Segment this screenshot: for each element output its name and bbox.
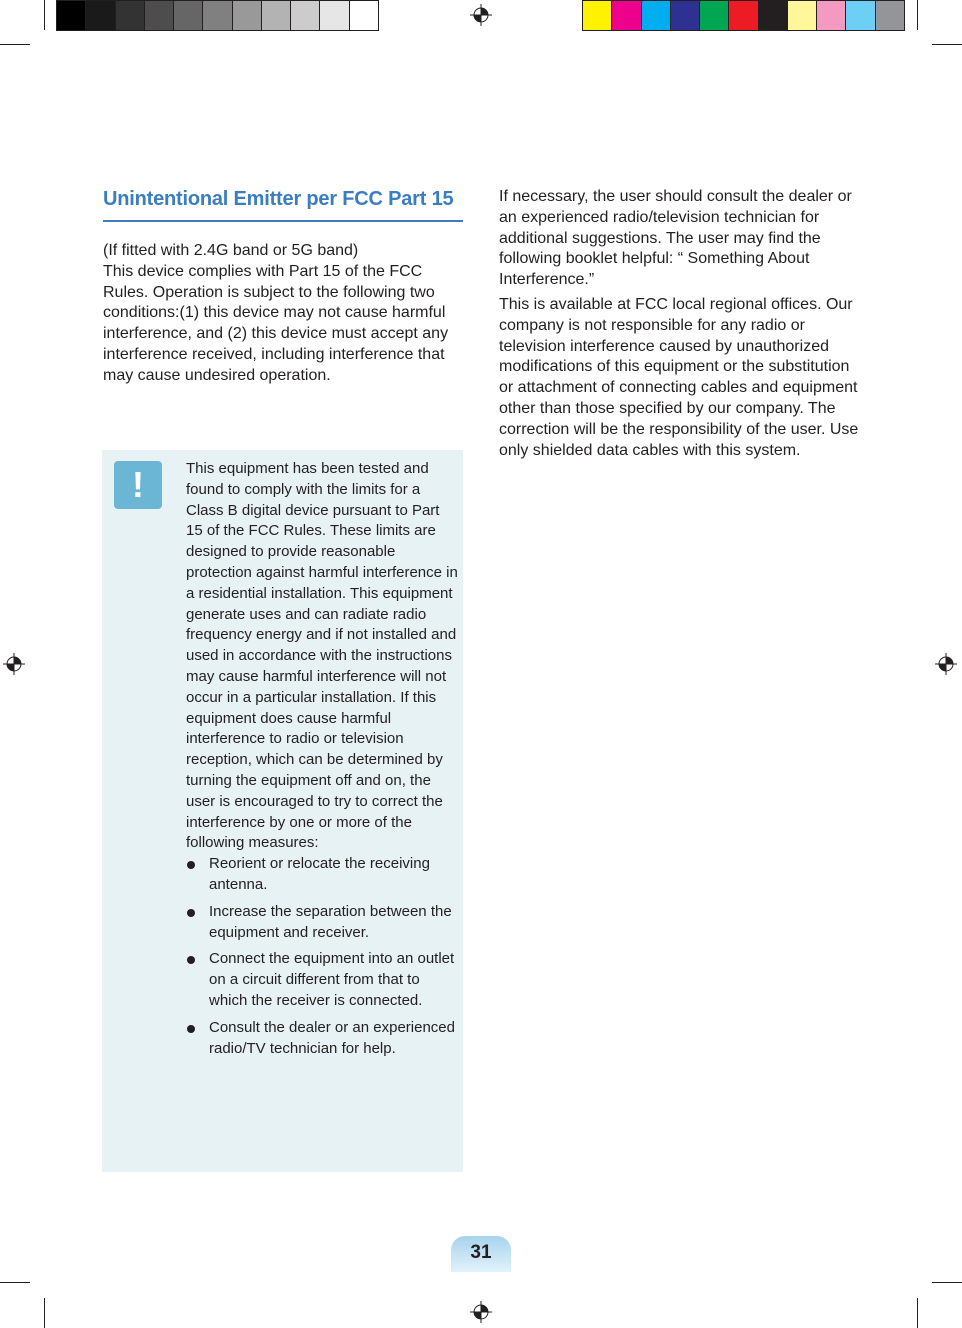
- color-swatch: [350, 1, 378, 30]
- measure-text: Increase the separation between the equipment and receiver.: [209, 902, 452, 941]
- color-swatch: [86, 1, 115, 30]
- color-swatch: [788, 1, 817, 30]
- color-swatch: [291, 1, 320, 30]
- note-paragraph: This equipment has been tested and found to comply with the limits for a Class B digital device pursuant to Part 15 of the FCC Rules. These limits are designed to provide reasonable protection against harmful interference in a residential installation. This equipment generate uses and can radiate radio frequency energy and if not installed and used in accordance with the instructions may cause harmful interference will not occur in a particular installation. If this equipment does cause harmful interference to radio or television reception, which can be determined by turning the equipment off and on, the user is encouraged to try to correct the interference by one or more of the following measures:: [186, 460, 458, 852]
- compliance-paragraph: This device complies with Part 15 of the FCC Rules. Operation is subject to the following two conditions:(1) this device may not cause harmful interference, and (2) this device must accept any interference received, including interference that may cause undesired operation.: [103, 262, 449, 384]
- measure-text: Reorient or relocate the receiving antenna.: [209, 855, 430, 893]
- list-item: [186, 902, 458, 944]
- color-swatch: [671, 1, 700, 30]
- exclamation-icon: !: [114, 461, 162, 509]
- color-calibration-bar: [582, 0, 905, 31]
- color-swatch: [612, 1, 641, 30]
- bullet-icon: [187, 1025, 195, 1033]
- color-swatch: [876, 1, 904, 30]
- color-swatch: [262, 1, 291, 30]
- band-condition: (If fitted with 2.4G band or 5G band): [103, 242, 359, 259]
- grayscale-calibration-bar: [56, 0, 379, 31]
- crop-mark: [917, 0, 918, 30]
- color-swatch: [57, 1, 86, 30]
- color-swatch: [642, 1, 671, 30]
- color-swatch: [320, 1, 349, 30]
- note-content: [186, 459, 458, 1065]
- color-swatch: [145, 1, 174, 30]
- crop-mark: [917, 1298, 918, 1328]
- list-item: [186, 949, 458, 1011]
- color-swatch: [729, 1, 758, 30]
- registration-mark-icon: [3, 653, 25, 675]
- color-swatch: [233, 1, 262, 30]
- color-swatch: [700, 1, 729, 30]
- bullet-icon: [187, 909, 195, 917]
- crop-mark: [0, 1282, 30, 1283]
- color-swatch: [203, 1, 232, 30]
- availability-paragraph: This is available at FCC local regional offices. Our company is not responsible for any radio or television interference caused by unauthorized modifications of this equipment or the substitution or attachment of connecting cables and equipment other than those specified by our company. The correction will be the responsibility of the user. Use only shielded data cables with this system.: [499, 295, 859, 459]
- measure-text: Consult the dealer or an experienced radio/TV technician for help.: [209, 1018, 455, 1057]
- registration-mark-icon: [470, 1301, 492, 1323]
- fcc-compliance-text: [103, 241, 465, 387]
- measure-text: Connect the equipment into an outlet on a circuit different from that to which the receiver is connected.: [209, 950, 455, 1009]
- registration-mark-icon: [470, 4, 492, 26]
- crop-mark: [932, 1282, 962, 1283]
- registration-mark-icon: [935, 653, 957, 675]
- color-swatch: [759, 1, 788, 30]
- title-underline: [103, 220, 463, 222]
- section-title: Unintentional Emitter per FCC Part 15: [103, 188, 454, 210]
- right-column-text: [499, 187, 859, 465]
- list-item: [186, 854, 458, 896]
- crop-mark: [0, 44, 30, 45]
- bullet-icon: [187, 956, 195, 964]
- crop-mark: [44, 1298, 45, 1328]
- bullet-icon: [187, 861, 195, 869]
- color-swatch: [817, 1, 846, 30]
- page-number: 31: [451, 1236, 511, 1272]
- consult-paragraph: If necessary, the user should consult the dealer or an experienced radio/television technician for additional suggestions. The user may find the following booklet helpful: “ Something About Interference.”: [499, 188, 852, 289]
- crop-mark: [44, 0, 45, 30]
- crop-mark: [932, 44, 962, 45]
- color-swatch: [174, 1, 203, 30]
- list-item: [186, 1018, 458, 1060]
- color-swatch: [116, 1, 145, 30]
- color-swatch: [583, 1, 612, 30]
- measures-list: [186, 854, 458, 1059]
- color-swatch: [846, 1, 875, 30]
